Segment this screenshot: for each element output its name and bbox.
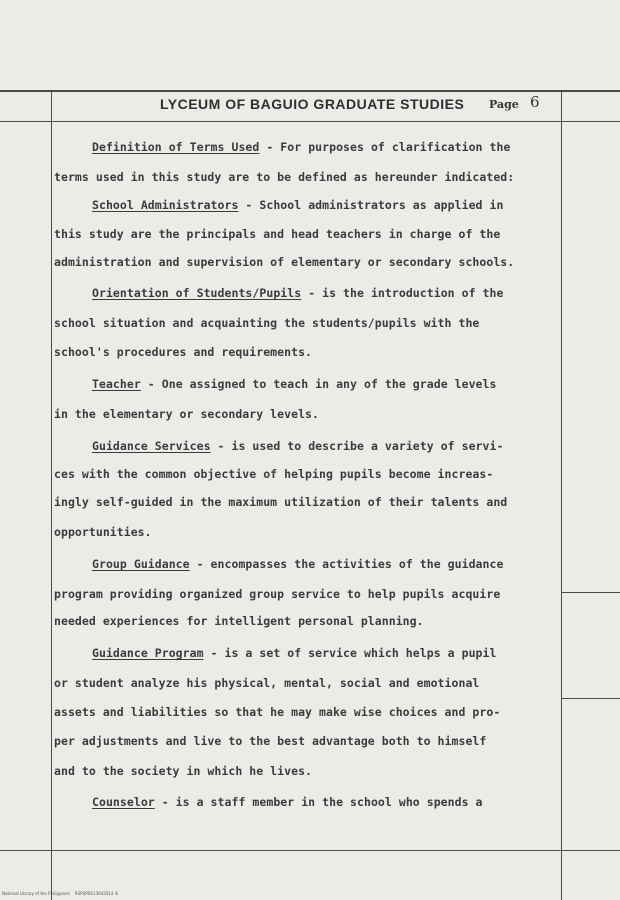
top-rule	[0, 90, 620, 92]
text-line: or student analyze his physical, mental, social and emotional	[54, 676, 480, 690]
definition-line	[92, 377, 496, 391]
bottom-rule	[0, 850, 620, 851]
text-line: administration and supervision of elementary or secondary schools.	[54, 255, 515, 269]
definition-line	[92, 646, 496, 660]
definition-line	[92, 140, 510, 154]
definition-text: - is the introduction of the	[301, 286, 504, 300]
definition-line	[92, 286, 503, 300]
defined-term: School Administrators	[92, 198, 239, 212]
page-number: 6	[530, 93, 540, 111]
definition-line	[92, 795, 483, 809]
definition-line	[92, 557, 503, 571]
definition-text: - encompasses the activities of the guidance	[189, 557, 504, 571]
text-line: ces with the common objective of helping pupils become increas-	[54, 467, 494, 481]
text-line: opportunities.	[54, 525, 152, 539]
definition-text: - For purposes of clarification the	[259, 140, 511, 154]
text-line: school situation and acquainting the students/pupils with the	[54, 316, 480, 330]
text-line: and to the society in which he lives.	[54, 764, 313, 778]
defined-term: Orientation of Students/Pupils	[92, 286, 302, 300]
text-line: school's procedures and requirements.	[54, 345, 313, 359]
header-rule	[0, 121, 620, 122]
defined-term: Guidance Program	[92, 646, 204, 660]
text-line: program providing organized group service to help pupils acquire	[54, 587, 501, 601]
archive-footer: National Library of the Philippines RSPSPDS13643514 lil	[2, 891, 119, 896]
defined-term: Counselor	[92, 795, 155, 809]
text-line: in the elementary or secondary levels.	[54, 407, 319, 421]
defined-term: Definition of Terms Used	[92, 140, 260, 154]
text-line: ingly self-guided in the maximum utilization of their talents and	[54, 495, 508, 509]
defined-term: Teacher	[92, 377, 141, 391]
definition-text: - is a set of service which helps a pupil	[203, 646, 497, 660]
text-line: assets and liabilities so that he may make wise choices and pro-	[54, 705, 501, 719]
text-line: needed experiences for intelligent personal planning.	[54, 614, 424, 628]
defined-term: Group Guidance	[92, 557, 190, 571]
definition-text: - One assigned to teach in any of the grade levels	[140, 377, 497, 391]
right-tick-rule-2	[561, 698, 620, 699]
text-line: terms used in this study are to be defined as hereunder indicated:	[54, 170, 515, 184]
page-header-title: LYCEUM OF BAGUIO GRADUATE STUDIES	[160, 96, 465, 112]
definition-line	[92, 198, 503, 212]
definition-text: - is a staff member in the school who spends a	[154, 795, 483, 809]
definition-text: - School administrators as applied in	[238, 198, 504, 212]
right-tick-rule-1	[561, 592, 620, 593]
left-margin-rule	[51, 90, 52, 900]
definition-line	[92, 439, 503, 453]
page-label: Page	[489, 98, 519, 111]
right-margin-rule	[561, 90, 562, 900]
defined-term: Guidance Services	[92, 439, 211, 453]
text-line: this study are the principals and head teachers in charge of the	[54, 227, 501, 241]
text-line: per adjustments and live to the best advantage both to himself	[54, 734, 487, 748]
definition-text: - is used to describe a variety of servi-	[210, 439, 504, 453]
